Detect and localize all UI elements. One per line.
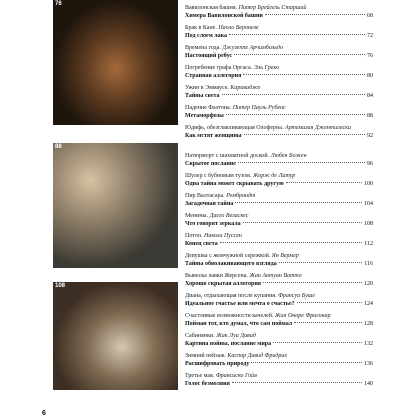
- entry-title-line: [185, 112, 373, 120]
- chapter-page: 84: [367, 93, 373, 99]
- image-page-number: 108: [55, 283, 66, 289]
- entry-title-line: [185, 260, 373, 268]
- entry-title-line: [185, 240, 373, 248]
- painting-name: Погребение графа Оргаса.: [185, 65, 253, 71]
- leader-dots: [234, 54, 365, 55]
- chapter-title: Как мстят женщины: [185, 133, 242, 139]
- toc-entry: [185, 352, 373, 368]
- chapter-page: 116: [364, 261, 373, 267]
- entry-painting-line: [185, 352, 373, 360]
- entry-painting-line: [185, 332, 373, 340]
- painting-name: Времена года.: [185, 45, 221, 51]
- chapter-title: Идеальное счастье или мечта о счастье?: [185, 301, 295, 307]
- leader-dots: [238, 162, 365, 163]
- entry-title-line: [185, 72, 373, 80]
- chapter-page: 68: [367, 13, 373, 19]
- chapter-page: 132: [364, 341, 373, 347]
- artist-name: Жан Оноре Фрагонар: [275, 313, 331, 319]
- leader-dots: [265, 14, 365, 15]
- entry-painting-line: [185, 252, 373, 260]
- chapter-title: Загадочная тайна: [185, 201, 234, 207]
- chapter-title: Тайны света: [185, 93, 220, 99]
- artist-name: Диего Веласкес: [209, 213, 249, 219]
- artist-name: Питер Пауль Рубенс: [232, 105, 286, 111]
- toc-entry: [185, 44, 373, 60]
- artist-name: Никола Пуссен: [204, 233, 242, 239]
- entry-title-line: [185, 300, 373, 308]
- painting-name: Натюрморт с шахматной доской.: [185, 153, 270, 159]
- entry-title-line: [185, 220, 373, 228]
- toc-entry: [185, 272, 373, 288]
- painting-name: Шулер с бубновым тузом.: [185, 173, 252, 179]
- toc-entry: [185, 24, 373, 40]
- leader-dots: [286, 182, 362, 183]
- leader-dots: [220, 242, 363, 243]
- toc-entry: [185, 192, 373, 208]
- entry-title-line: [185, 12, 373, 20]
- toc-entry: [185, 104, 373, 120]
- chapter-title: Странная аллегория: [185, 73, 242, 79]
- leader-dots: [243, 222, 362, 223]
- leader-dots: [229, 34, 365, 35]
- entry-painting-line: [185, 104, 373, 112]
- chapter-title: Тайны обволакивающего взгляда: [185, 261, 277, 267]
- entry-painting-line: [185, 212, 373, 220]
- chapter-title: Метаморфозы: [185, 113, 224, 119]
- entry-painting-line: [185, 64, 373, 72]
- painting-name: Ужин в Эммаусе.: [185, 85, 229, 91]
- entry-title-line: [185, 200, 373, 208]
- entry-title-line: [185, 32, 373, 40]
- artist-name: Любен Божен: [270, 153, 307, 159]
- entry-painting-line: [185, 272, 373, 280]
- artist-name: Ян Вермер: [271, 253, 299, 259]
- chapter-page: 80: [367, 73, 373, 79]
- toc-entry: [185, 232, 373, 248]
- image-page-number: 76: [55, 1, 62, 7]
- entry-painting-line: [185, 192, 373, 200]
- artist-name: Паоло Веронезе: [218, 25, 259, 31]
- toc-entry: [185, 312, 373, 328]
- artist-name: Франсуа Буше: [278, 293, 315, 299]
- painting-name: Пир Валтасара.: [185, 193, 225, 199]
- entry-painting-line: [185, 172, 373, 180]
- entry-painting-line: [185, 4, 373, 12]
- artist-name: Рембрандт: [226, 193, 256, 199]
- chapter-title: Картина войны, послание мира: [185, 341, 272, 347]
- toc-entry: [185, 4, 373, 20]
- toc-entry: [185, 372, 373, 388]
- painting-image-2: [53, 143, 178, 268]
- painting-name: Менины.: [185, 213, 209, 219]
- painting-name: Сабинянки.: [185, 333, 215, 339]
- chapter-page: 112: [364, 241, 373, 247]
- artist-name: Жак Луи Давид: [216, 333, 256, 339]
- chapter-page: 108: [364, 221, 373, 227]
- entry-painting-line: [185, 124, 373, 132]
- entry-painting-line: [185, 24, 373, 32]
- chapter-title: Настоящий ребус: [185, 53, 233, 59]
- leader-dots: [251, 362, 362, 363]
- painting-name: Зимний пейзаж.: [185, 353, 226, 359]
- artist-name: Артемизия Джентилески: [284, 125, 351, 131]
- chapter-page: 100: [364, 181, 373, 187]
- chapter-title: Скрытое послание: [185, 161, 236, 167]
- leader-dots: [232, 382, 362, 383]
- entry-title-line: [185, 380, 373, 388]
- chapter-title: Конец света: [185, 241, 218, 247]
- entry-painting-line: [185, 372, 373, 380]
- painting-name: Потоп.: [185, 233, 203, 239]
- artist-name: Жорж де Латур: [252, 173, 296, 179]
- artist-name: Джузеппе Арчимбольдо: [222, 45, 283, 51]
- chapter-page: 120: [364, 281, 373, 287]
- painting-name: Вывеска лавки Жерсена.: [185, 273, 248, 279]
- artist-name: Питер Брейгель Старший: [238, 5, 307, 11]
- toc-entry: [185, 64, 373, 80]
- leader-dots: [297, 302, 362, 303]
- painting-name: Диана, отдыхающая после купания.: [185, 293, 277, 299]
- chapter-page: 128: [364, 321, 373, 327]
- chapter-title: Пойман тот, кто думал, что сам поймал: [185, 321, 293, 327]
- chapter-page: 136: [364, 361, 373, 367]
- toc-entry: [185, 252, 373, 268]
- toc-entry: [185, 212, 373, 228]
- toc-entry: [185, 84, 373, 100]
- chapter-page: 124: [364, 301, 373, 307]
- entry-painting-line: [185, 232, 373, 240]
- artist-name: Караваджо: [230, 85, 261, 91]
- chapter-title: Голос безмолвия: [185, 381, 230, 387]
- painting-name: Брак в Кане.: [185, 25, 217, 31]
- artist-name: Франсиско Гойя: [215, 373, 257, 379]
- toc-entry: [185, 152, 373, 168]
- painting-image-3: [53, 282, 178, 390]
- entry-title-line: [185, 160, 373, 168]
- entry-title-line: [185, 52, 373, 60]
- painting-name: Вавилонская башня.: [185, 5, 238, 11]
- entry-title-line: [185, 320, 373, 328]
- painting-name: Третье мая.: [185, 373, 215, 379]
- artist-name: Жан Антуан Ватто: [249, 273, 302, 279]
- chapter-title: Одна тайна может скрывать другую: [185, 181, 284, 187]
- leader-dots: [222, 94, 365, 95]
- chapter-page: 76: [367, 53, 373, 59]
- entry-painting-line: [185, 44, 373, 52]
- leader-dots: [244, 134, 365, 135]
- toc-entry: [185, 124, 373, 140]
- chapter-page: 140: [364, 381, 373, 387]
- painting-name: Счастливые возможности качелей.: [185, 313, 274, 319]
- toc-entry: [185, 332, 373, 348]
- toc-entry: [185, 172, 373, 188]
- entry-painting-line: [185, 312, 373, 320]
- image-page-number: 88: [55, 144, 62, 150]
- leader-dots: [273, 342, 362, 343]
- chapter-title: Под слоем лака: [185, 33, 228, 39]
- chapter-page: 96: [367, 161, 373, 167]
- entry-painting-line: [185, 152, 373, 160]
- chapter-title: Расшифровать природу: [185, 361, 250, 367]
- painting-name: Девушка с жемчужной сережкой.: [185, 253, 271, 259]
- artist-name: Эль Греко: [253, 65, 279, 71]
- chapter-page: 104: [364, 201, 373, 207]
- entry-painting-line: [185, 84, 373, 92]
- leader-dots: [226, 114, 365, 115]
- leader-dots: [263, 282, 362, 283]
- entry-title-line: [185, 180, 373, 188]
- leader-dots: [235, 202, 362, 203]
- page-number: 6: [42, 410, 46, 417]
- chapter-title: Хорошо скрытая аллегория: [185, 281, 262, 287]
- leader-dots: [294, 322, 362, 323]
- chapter-title: Химера Вавилонской башни: [185, 13, 263, 19]
- chapter-page: 72: [367, 33, 373, 39]
- chapter-page: 92: [367, 133, 373, 139]
- leader-dots: [243, 74, 365, 75]
- artist-name: Каспар Давид Фридрих: [227, 353, 288, 359]
- entry-painting-line: [185, 292, 373, 300]
- toc-entry: [185, 292, 373, 308]
- entry-title-line: [185, 360, 373, 368]
- entry-title-line: [185, 340, 373, 348]
- painting-image-1: [53, 0, 178, 125]
- leader-dots: [279, 262, 363, 263]
- painting-name: Падение Фаэтона.: [185, 105, 232, 111]
- entry-title-line: [185, 92, 373, 100]
- painting-name: Юдифь, обезглавливающая Олоферна.: [185, 125, 284, 131]
- chapter-page: 88: [367, 113, 373, 119]
- entry-title-line: [185, 280, 373, 288]
- chapter-title: Что говорят зеркала: [185, 221, 241, 227]
- entry-title-line: [185, 132, 373, 140]
